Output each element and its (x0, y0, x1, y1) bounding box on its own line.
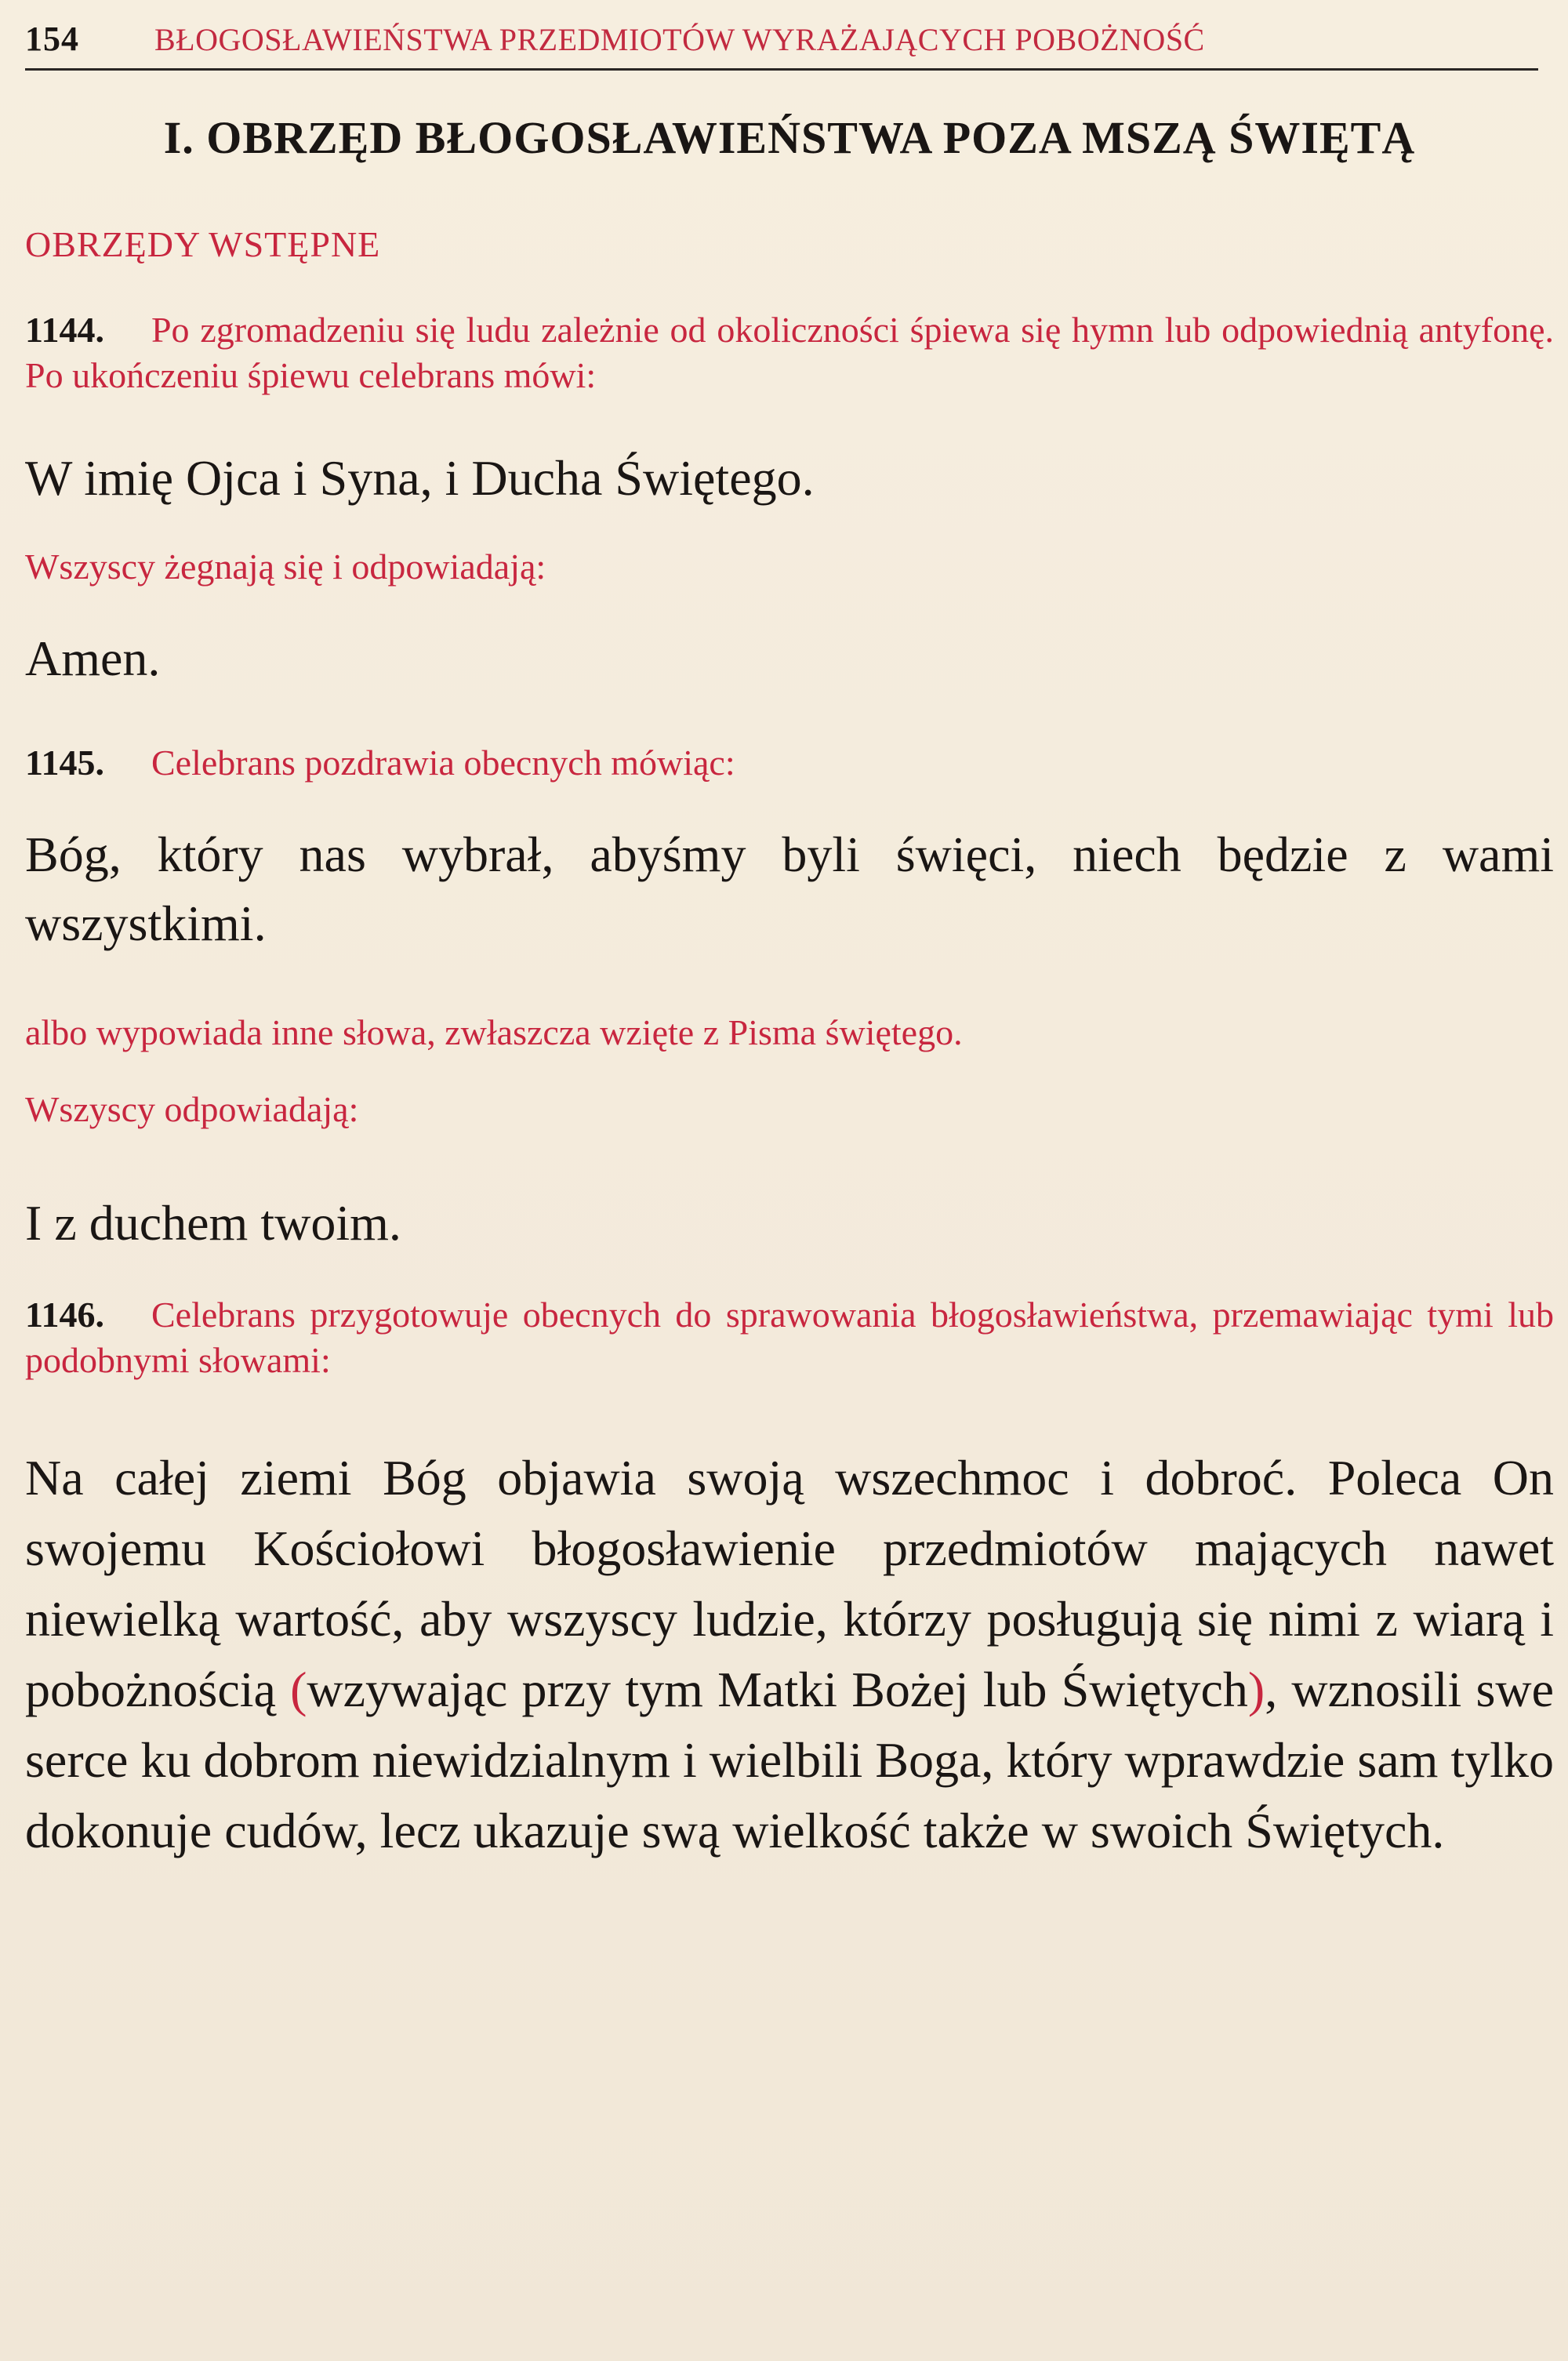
rubric-alternative: albo wypowiada inne słowa, zwłaszcza wzięte z Pisma świętego. (25, 1012, 963, 1052)
running-head (25, 19, 1538, 71)
paragraph-number: 1146. (25, 1295, 104, 1335)
running-title: BŁOGOSŁAWIEŃSTWA PRZEDMIOTÓW WYRAŻAJĄCYCH POBOŻNOŚĆ (154, 22, 1205, 57)
invocation-text: W imię Ojca i Syna, i Ducha Świętego. (25, 450, 815, 506)
exhortation-parenthetical: wzywając przy tym Matki Bożej lub Świętych (307, 1662, 1248, 1717)
rubric-all-answer: Wszyscy odpowiadają: (25, 1089, 359, 1129)
parenthesis-close: ) (1247, 1662, 1265, 1717)
paragraph-1144 (25, 307, 1554, 398)
paragraph-number: 1145. (25, 743, 104, 783)
exhortation-part: , wznosili swe serce ku dobrom niewidzialnym i wielbili Boga, który wprawdzie sam tylko dokonuje cudów, lecz ukazuje swą wielkość także w swoich Świętych. (25, 1662, 1555, 1858)
rubric-text: Celebrans pozdrawia obecnych mówiąc: (151, 743, 735, 783)
greeting-text: Bóg, który nas wybrał, abyśmy byli święci, niech będzie z wami wszystkimi. (25, 826, 1554, 951)
exhortation-text (25, 1443, 1554, 1866)
rubric-text: Celebrans przygotowuje obecnych do sprawowania błogosławieństwa, przemawiając tymi lub podobnymi słowami: (25, 1295, 1554, 1380)
paragraph-number: 1144. (25, 310, 104, 350)
subheading-introductory-rites: OBRZĘDY WSTĘPNE (25, 224, 381, 264)
rubric-text: Po zgromadzeniu się ludu zależnie od okoliczności śpiewa się hymn lub odpowiednią antyfonę. Po ukończeniu śpiewu celebrans mówi: (25, 310, 1554, 395)
parenthesis-open: ( (290, 1662, 307, 1717)
paragraph-1146 (25, 1292, 1554, 1383)
amen-response: Amen. (25, 630, 161, 686)
paragraph-1145 (25, 740, 1554, 786)
exhortation-part: Na całej ziemi Bóg objawia swoją wszechmoc i dobroć. Poleca On swojemu Kościołowi błogosławienie przedmiotów mających nawet niewielką wartość, aby wszyscy ludzie, którzy posługują się nimi z wiarą i pobożnością (25, 1450, 1554, 1717)
rubric-sign-of-cross: Wszyscy żegnają się i odpowiadają: (25, 547, 546, 587)
page-number: 154 (25, 20, 79, 58)
section-heading: I. OBRZĘD BŁOGOSŁAWIEŃSTWA POZA MSZĄ ŚWIĘTĄ (163, 112, 1416, 163)
response-text: I z duchem twoim. (25, 1195, 401, 1251)
